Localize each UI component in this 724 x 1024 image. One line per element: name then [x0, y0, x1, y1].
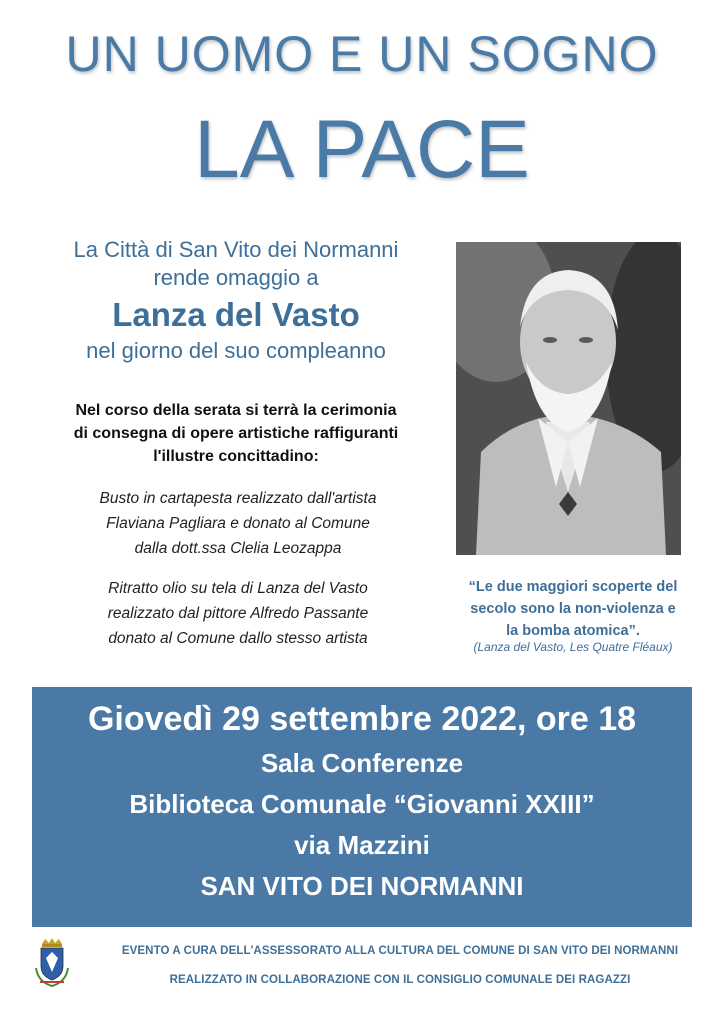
- event-date: Giovedì 29 settembre 2022, ore 18: [87, 700, 637, 738]
- event-library: Biblioteca Comunale “Giovanni XXIII”: [129, 789, 595, 819]
- quote-line-2: secolo sono la non-violenza e: [470, 601, 676, 617]
- footer-collaboration: REALIZZATO IN COLLABORAZIONE CON IL CONSIGLIO COMUNALE DEI RAGAZZI: [169, 974, 631, 986]
- intro-line-2: rende omaggio a: [153, 265, 319, 290]
- event-venue: Sala Conferenze: [260, 748, 464, 778]
- artwork-line: Ritratto olio su tela di Lanza del Vasto: [108, 580, 368, 597]
- ceremony-line-2: di consegna di opere artistiche raffiguranti: [73, 425, 399, 442]
- portrait-photo-illustration: [456, 242, 681, 555]
- event-city: SAN VITO DEI NORMANNI: [200, 871, 524, 901]
- event-details-box: [32, 687, 692, 927]
- artwork-description: [38, 486, 438, 561]
- quote-text: [448, 576, 698, 642]
- artwork-description: [38, 576, 438, 651]
- municipal-crest-icon: [32, 938, 72, 990]
- subhead: LA PACE: [194, 104, 530, 195]
- footer-organizer: EVENTO A CURA DELL'ASSESSORATO ALLA CULTURA DEL COMUNE DI SAN VITO DEI NORMANNI: [121, 945, 679, 957]
- quote-source: (Lanza del Vasto, Les Quatre Fléaux): [473, 640, 673, 654]
- intro-line-3: nel giorno del suo compleanno: [86, 338, 386, 363]
- quote-line-1: “Le due maggiori scoperte del: [468, 579, 678, 595]
- artwork-line: dalla dott.ssa Clelia Leozappa: [134, 540, 342, 557]
- quote-line-3: la bomba atomica”.: [506, 623, 640, 639]
- intro-line-1: La Città di San Vito dei Normanni: [73, 237, 399, 262]
- ceremony-line-3: l'illustre concittadino:: [153, 448, 319, 465]
- artwork-line: donato al Comune dallo stesso artista: [108, 630, 368, 647]
- event-street: via Mazzini: [294, 830, 430, 860]
- honoree-name: Lanza del Vasto: [112, 296, 360, 333]
- artwork-line: realizzato dal pittore Alfredo Passante: [107, 605, 369, 622]
- ceremony-text: [30, 399, 442, 468]
- artwork-line: Busto in cartapesta realizzato dall'artista: [99, 490, 377, 507]
- headline: UN UOMO E UN SOGNO: [65, 26, 659, 82]
- ceremony-line-1: Nel corso della serata si terrà la cerimonia: [75, 402, 397, 419]
- artwork-line: Flaviana Pagliara e donato al Comune: [106, 515, 370, 532]
- portrait-photo: [456, 242, 681, 555]
